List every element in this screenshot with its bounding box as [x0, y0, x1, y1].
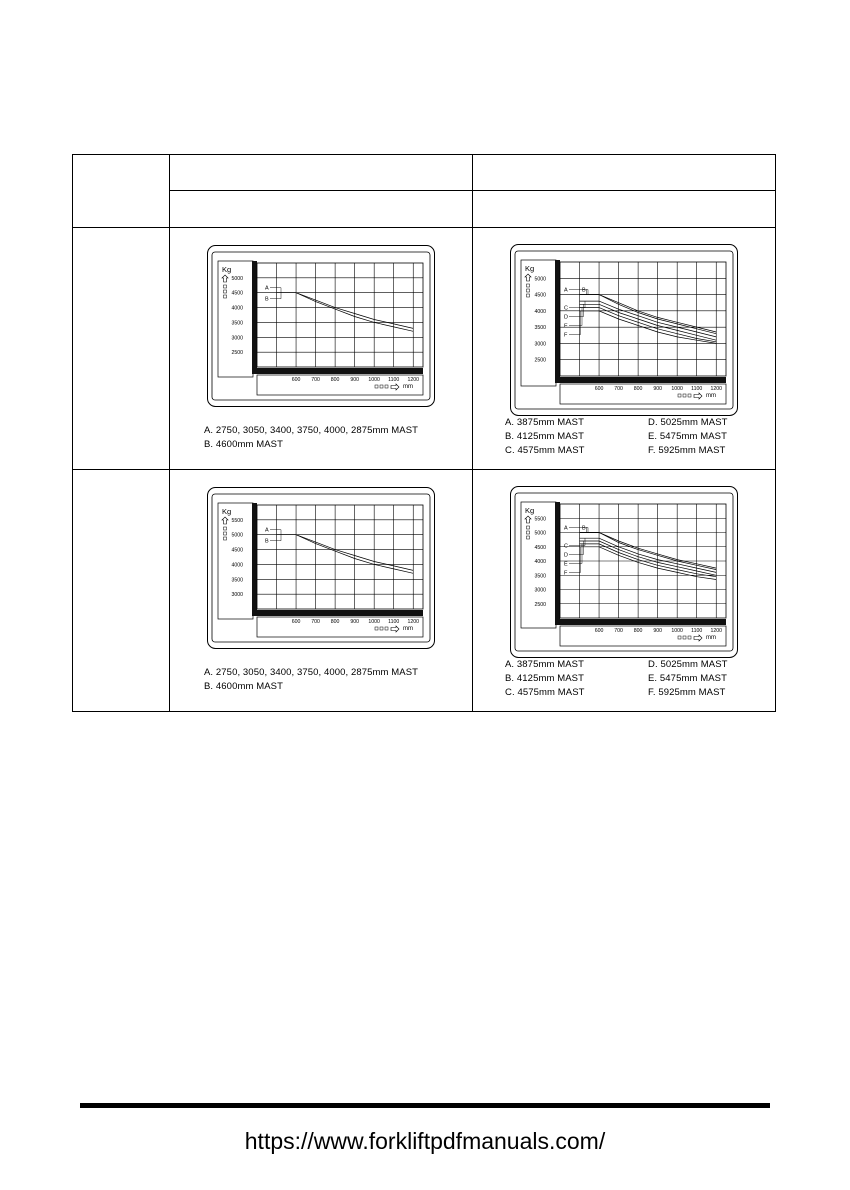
x-tick-label: 1000 — [671, 628, 683, 635]
x-tick-label: 1100 — [691, 628, 703, 635]
row-label-cell-1 — [73, 228, 170, 470]
y-tick-label: 4500 — [534, 292, 546, 299]
series-callout-a: A — [564, 525, 568, 532]
y-axis-bar — [252, 261, 257, 374]
x-unit-label: mm — [403, 626, 413, 633]
series-callout-c: C — [564, 305, 568, 312]
load-chart-svg — [207, 245, 435, 407]
legend-entry: E. 5475mm MAST — [648, 673, 728, 685]
chart-cell — [170, 470, 473, 712]
legend-entry: A. 2750, 3050, 3400, 3750, 4000, 2875mm MAST — [204, 667, 419, 679]
x-tick-label: 900 — [653, 628, 662, 635]
y-tick-label: 3500 — [534, 573, 546, 580]
chart-row-2 — [73, 470, 776, 712]
legend-column — [505, 416, 605, 458]
series-callout-f: F — [564, 570, 568, 577]
y-tick-label: 4000 — [231, 562, 243, 569]
subheader-cell-right — [473, 191, 776, 228]
y-tick-label: 4000 — [231, 305, 243, 312]
legend-entry: C. 4575mm MAST — [505, 687, 585, 699]
y-axis-bar — [555, 502, 560, 625]
legend-entry: A. 2750, 3050, 3400, 3750, 4000, 2875mm MAST — [204, 425, 419, 437]
header-cell-right — [473, 155, 776, 191]
x-tick-label: 900 — [653, 386, 662, 393]
x-tick-label: 1000 — [368, 619, 380, 626]
x-tick-label: 700 — [311, 377, 320, 384]
series-callout-b: B — [265, 296, 269, 303]
series-callout-d: D — [564, 552, 568, 559]
y-unit-label: Kg — [222, 265, 232, 275]
load-chart-table — [72, 154, 776, 712]
y-tick-label: 4500 — [534, 544, 546, 551]
legend-entry: B. 4125mm MAST — [505, 431, 585, 443]
x-unit-label: mm — [706, 635, 716, 642]
x-tick-label: 1100 — [388, 377, 400, 384]
x-tick-label: 800 — [633, 386, 643, 393]
y-tick-label: 5000 — [231, 276, 243, 283]
x-tick-label: 1000 — [671, 386, 683, 393]
series-callout-c: C — [564, 543, 568, 550]
y-tick-label: 5500 — [534, 516, 546, 523]
x-tick-label: 1200 — [710, 628, 723, 635]
legend-entry: A. 3875mm MAST — [505, 659, 585, 671]
y-tick-label: 2500 — [534, 357, 546, 364]
series-callout-a: A — [265, 527, 269, 534]
x-tick-label: 700 — [614, 628, 623, 635]
y-unit-label: Kg — [525, 506, 535, 516]
chart-legend — [204, 424, 418, 452]
y-tick-label: 4000 — [534, 559, 546, 566]
chart-frame-outer — [511, 487, 738, 658]
header-row-2 — [73, 191, 776, 228]
series-callout-a: A — [265, 285, 269, 292]
legend-entry: B. 4125mm MAST — [505, 673, 585, 685]
load-chart-svg — [510, 486, 738, 658]
x-tick-label: 800 — [633, 628, 643, 635]
chart-legend — [204, 666, 418, 694]
x-tick-label: 1100 — [691, 386, 703, 393]
row-label-cell-2 — [73, 470, 170, 712]
legend-entry: E. 5475mm MAST — [648, 431, 728, 443]
x-tick-label: 800 — [330, 619, 340, 626]
legend-entry: D. 5025mm MAST — [648, 417, 728, 429]
series-callout-e: E — [564, 323, 568, 330]
x-axis-bar — [252, 368, 423, 374]
y-tick-label: 5000 — [231, 532, 243, 539]
y-tick-label: 4000 — [534, 309, 546, 316]
x-tick-label: 700 — [311, 619, 320, 626]
y-tick-label: 3500 — [231, 320, 243, 327]
x-tick-label: 900 — [350, 619, 359, 626]
y-tick-label: 5000 — [534, 276, 546, 283]
chart-panel-2 — [207, 487, 435, 649]
x-tick-label: 800 — [330, 377, 340, 384]
x-tick-label: 1100 — [388, 619, 400, 626]
y-tick-label: 2500 — [231, 350, 243, 357]
x-tick-label: 700 — [614, 386, 623, 393]
y-axis-bar — [555, 260, 560, 383]
x-axis-bar — [252, 610, 423, 616]
y-tick-label: 3000 — [231, 592, 243, 599]
load-chart-svg — [510, 244, 738, 416]
chart-cell — [473, 228, 776, 470]
chart-cell — [170, 228, 473, 470]
x-tick-label: 1200 — [407, 377, 420, 384]
legend-entry: F. 5925mm MAST — [648, 687, 726, 699]
legend-entry: B. 4600mm MAST — [204, 681, 284, 693]
legend-entry: B. 4600mm MAST — [204, 439, 284, 451]
header-corner-cell — [73, 155, 170, 228]
y-unit-label: Kg — [222, 507, 232, 517]
legend-entry: C. 4575mm MAST — [505, 445, 585, 457]
y-tick-label: 3000 — [534, 587, 546, 594]
x-unit-label: mm — [706, 393, 716, 400]
legend-entry: D. 5025mm MAST — [648, 659, 728, 671]
y-tick-label: 3000 — [534, 341, 546, 348]
header-cell-left — [170, 155, 473, 191]
x-tick-label: 900 — [350, 377, 359, 384]
legend-entry: A. 3875mm MAST — [505, 417, 585, 429]
series-callout-d: D — [564, 314, 568, 321]
y-tick-label: 3500 — [231, 577, 243, 584]
legend-column — [648, 658, 748, 700]
chart-row-1 — [73, 228, 776, 470]
x-tick-label: 600 — [291, 619, 301, 626]
y-tick-label: 3500 — [534, 325, 546, 332]
y-unit-label: Kg — [525, 264, 535, 274]
chart-panel-0 — [207, 245, 435, 407]
x-tick-label: 1000 — [368, 377, 380, 384]
series-callout-e: E — [564, 561, 568, 568]
legend-column — [505, 658, 605, 700]
y-axis-bar — [252, 503, 257, 616]
series-callout-a: A — [564, 287, 568, 294]
y-tick-label: 4500 — [231, 290, 243, 297]
header-row-1 — [73, 155, 776, 191]
y-tick-label: 3000 — [231, 335, 243, 342]
series-callout-b: B — [265, 538, 269, 545]
x-tick-label: 600 — [291, 377, 301, 384]
series-callout-f: F — [564, 332, 568, 339]
series-callout-b: B — [582, 525, 586, 532]
chart-panel-1 — [510, 244, 738, 416]
series-callout-b: B — [582, 287, 586, 294]
legend-entry: F. 5925mm MAST — [648, 445, 726, 457]
subheader-cell-left — [170, 191, 473, 228]
x-tick-label: 1200 — [710, 386, 723, 393]
x-axis-bar — [555, 377, 726, 383]
x-tick-label: 600 — [594, 628, 604, 635]
x-axis-bar — [555, 619, 726, 625]
chart-panel-3 — [510, 486, 738, 658]
legend-column — [648, 416, 748, 458]
load-chart-svg — [207, 487, 435, 649]
y-tick-label: 5500 — [231, 517, 243, 524]
chart-cell — [473, 470, 776, 712]
x-unit-label: mm — [403, 384, 413, 391]
x-tick-label: 600 — [594, 386, 604, 393]
y-tick-label: 2500 — [534, 601, 546, 608]
footer-url[interactable]: https://www.forkliftpdfmanuals.com/ — [244, 1128, 606, 1154]
footer-rule — [80, 1103, 770, 1108]
y-tick-label: 5000 — [534, 530, 546, 537]
y-tick-label: 4500 — [231, 547, 243, 554]
x-tick-label: 1200 — [407, 619, 420, 626]
